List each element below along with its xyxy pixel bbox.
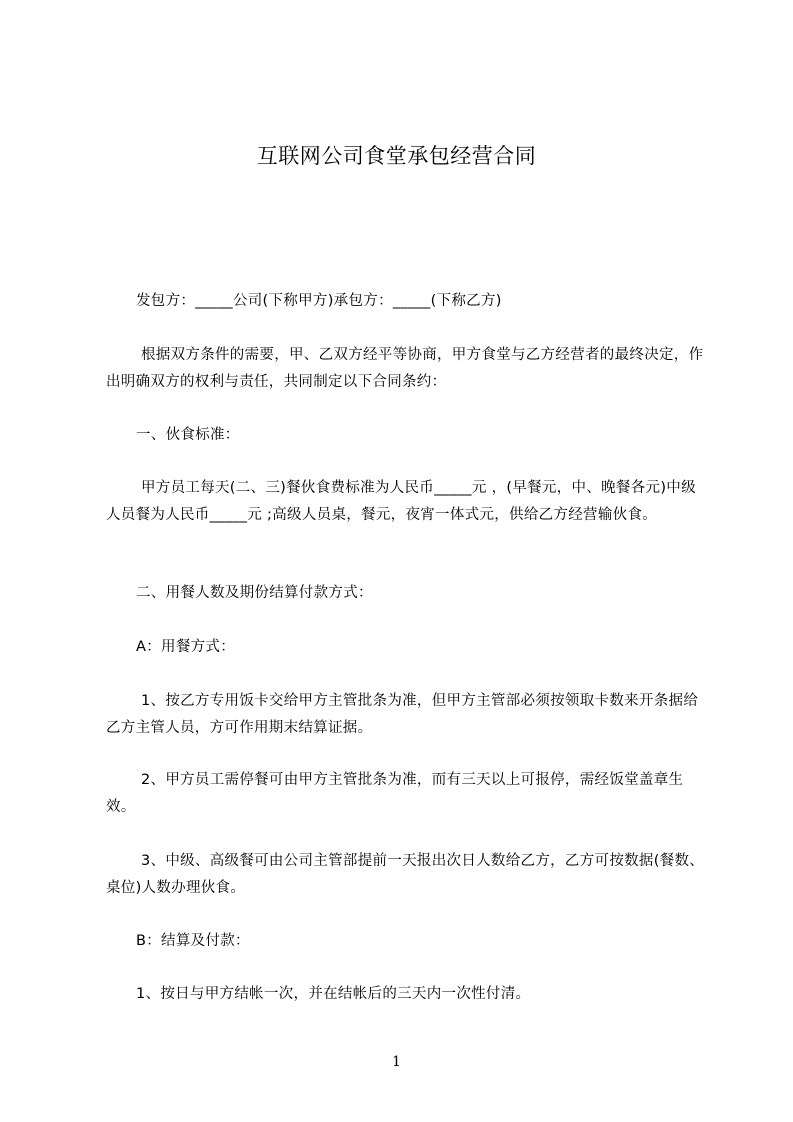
itemA1-paragraph: 1、按乙方专用饭卡交给甲方主管批条为准，但甲方主管部必须按领取卡数来开条据给乙方主管人员，方可作用期末结算证据。 xyxy=(106,693,699,736)
itemB1-paragraph: 1、按日与甲方结帐一次，并在结帐后的三天内一次性付清。 xyxy=(136,986,531,1002)
section2-heading: 二、用餐人数及期份结算付款方式： xyxy=(136,585,373,601)
section1-heading: 一、伙食标准： xyxy=(136,427,240,443)
sectionB-heading: B：结算及付款： xyxy=(136,933,250,949)
intro-paragraph: 根据双方条件的需要，甲、乙双方经平等协商，甲方食堂与乙方经营者的最终决定，作出明确双方的权利与责任，共同制定以下合同条约： xyxy=(106,347,704,390)
parties-line: 发包方：_____公司(下称甲方)承包方：_____(下称乙方) xyxy=(136,293,502,309)
itemA3-paragraph: 3、中级、高级餐可由公司主管部提前一天报出次日人数给乙方，乙方可按数据(餐数、桌位)人数办理伙食。 xyxy=(106,853,705,896)
sectionA-heading: A：用餐方式： xyxy=(136,639,236,655)
document-title: 互联网公司食堂承包经营合同 xyxy=(256,144,537,168)
itemA2-paragraph: 2、甲方员工需停餐可由甲方主管批条为准，而有三天以上可报停，需经饭堂盖章生效。 xyxy=(106,772,684,815)
page-number: 1 xyxy=(392,1054,401,1070)
section1-body: 甲方员工每天(二、三)餐伙食费标准为人民币_____元 ，(早餐元，中、晚餐各元)中级人员餐为人民币_____元 ;高级人员桌，餐元，夜宵一体式元，供给乙方经营输伙食。 xyxy=(106,480,696,523)
